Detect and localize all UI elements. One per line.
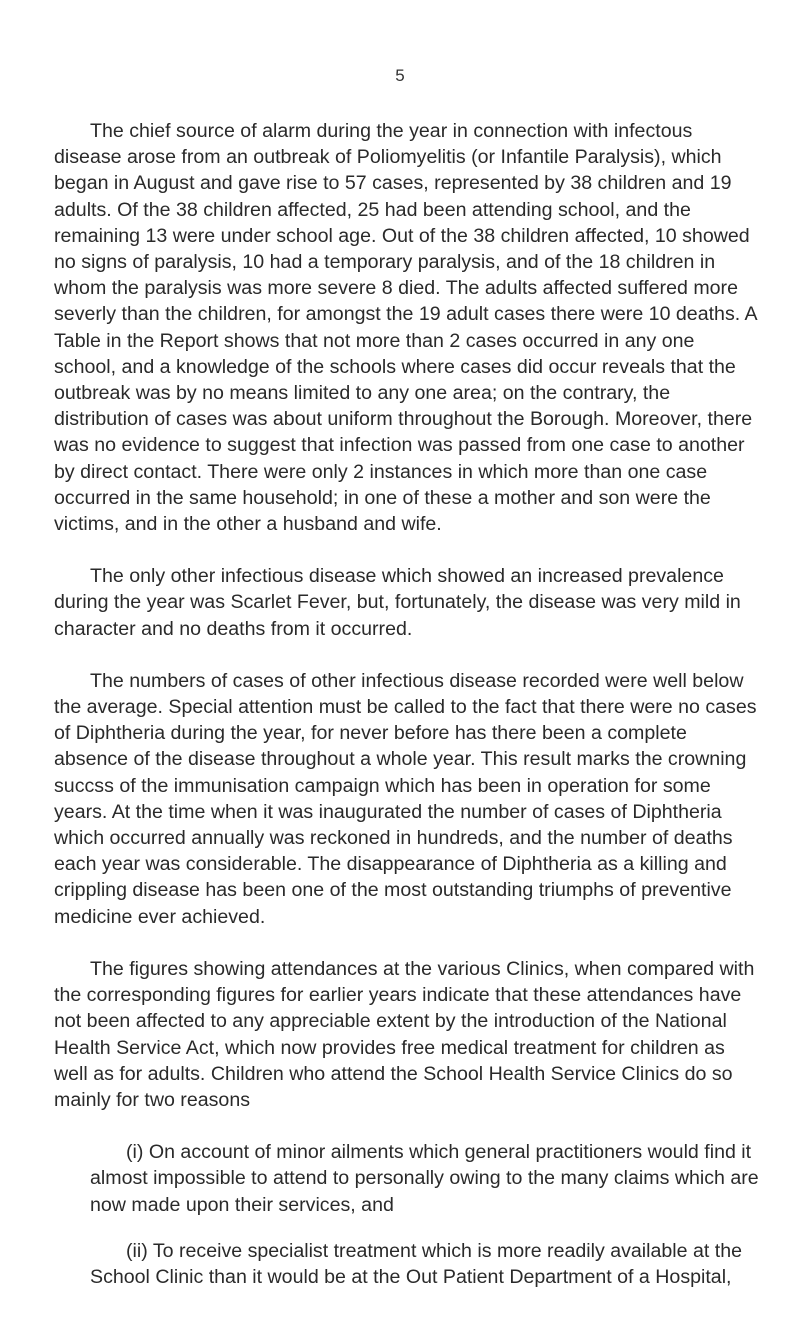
paragraph-diphtheria: The numbers of cases of other infectious disease recorded were well below the average. Special attention must be called to the fact that there were no cases of Diphtheria during the year, for never before has there been a complete absence of the disease throughout a whole year. This result marks the crowning succss of the immunisation campaign which has been in operation for some years. At the time when it was inaugurated the number of cases of Diphtheria which occurred annually was reckoned in hundreds, and the number of deaths each year was considerable. The disappearance of Diphtheria as a killing and crippling disease has been one of the most outstanding triumphs of preventive medicine ever achieved. bbox=[54, 669, 757, 928]
page-number: 5 bbox=[395, 66, 405, 85]
reason-item-minor-ailments: (i) On account of minor ailments which general practitioners would find it almost impossible to attend to personally owing to the many claims which are now made upon their services, and bbox=[90, 1141, 759, 1216]
paragraph-clinic-attendances: The figures showing attendances at the various Clinics, when compared with the corresponding figures for earlier years indicate that these attendances have not been affected to any appreciable extent by the introduction of the National Health Service Act, which now provides free medical treatment for children as well as for adults. Children who attend the School Health Service Clinics do so mainly for two reasons bbox=[54, 957, 755, 1111]
report-body bbox=[54, 118, 760, 1290]
paragraph-scarlet-fever: The only other infectious disease which showed an increased prevalence during the year was Scarlet Fever, but, fortunately, the disease was very mild in character and no deaths from it occurred. bbox=[54, 565, 741, 640]
reason-item-specialist-treatment: (ii) To receive specialist treatment which is more readily available at the School Clinic than it would be at the Out Patient Department of a Hospital, bbox=[90, 1239, 743, 1288]
paragraph-poliomyelitis: The chief source of alarm during the year in connection with infectous disease arose from an outbreak of Poliomyelitis (or Infantile Paralysis), which began in August and gave rise to 57 cases, represented by 38 children and 19 adults. Of the 38 children affected, 25 had been attending school, and the remaining 13 were under school age. Out of the 38 children affected, 10 showed no signs of paralysis, 10 had a temporary paralysis, and of the 18 children in whom the paralysis was more severe 8 died. The adults affected suffered more severly than the children, for amongst the 19 adult cases there were 10 deaths. A Table in the Report shows that not more than 2 cases occurred in any one school, and a knowledge of the schools where cases did occur reveals that the outbreak was by no means limited to any one area; on the contrary, the distribution of cases was about uniform throughout the Borough. Moreover, there was no evidence to suggest that infection was passed from one case to another by direct contact. There were only 2 instances in which more than one case occurred in the same household; in one of these a mother and son were the victims, and in the other a husband and wife. bbox=[54, 120, 757, 536]
